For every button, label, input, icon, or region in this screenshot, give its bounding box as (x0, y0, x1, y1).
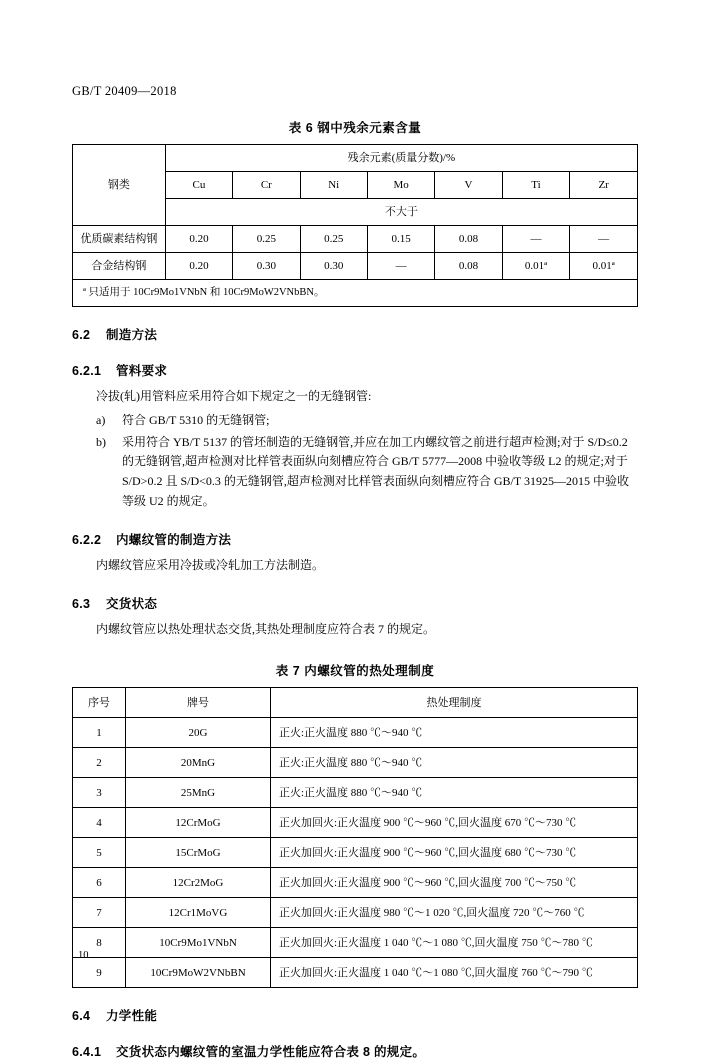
table-row (73, 928, 638, 958)
table7-row6-grade: 12Cr1MoVG (126, 898, 271, 928)
table7-col-treatment: 热处理制度 (271, 688, 638, 718)
table-row (73, 778, 638, 808)
table7-row2-treatment (271, 778, 638, 808)
table7-row2-treatment-text: 正火:正火温度 880 ℃～940 ℃ (279, 786, 423, 799)
table7-row4-grade: 15CrMoG (126, 838, 271, 868)
table6-col-cr: Cr (233, 172, 300, 199)
table6-row0-zr: — (570, 226, 638, 253)
table6-footnote: ª 只适用于 10Cr9Mo1VNbN 和 10Cr9MoW2VNbBN。 (73, 280, 638, 307)
table-row (73, 280, 638, 307)
list-item (72, 411, 638, 431)
table7-row4-treatment: 正火加回火:正火温度 900 ℃～960 ℃,回火温度 680 ℃～730 ℃ (271, 838, 638, 868)
table7-row7-grade: 10Cr9Mo1VNbN (126, 928, 271, 958)
table6-row1-v: 0.08 (435, 253, 502, 280)
table7-row8-treatment: 正火加回火:正火温度 1 040 ℃～1 080 ℃,回火温度 760 ℃～790 ℃ (271, 958, 638, 988)
table7-col-grade: 牌号 (126, 688, 271, 718)
table6-row0-cr: 0.25 (233, 226, 300, 253)
table6-row1-mo: — (367, 253, 434, 280)
table6-row0-mo: 0.15 (367, 226, 434, 253)
table6-row1-ni: 0.30 (300, 253, 367, 280)
table7-caption: 表 7 内螺纹管的热处理制度 (275, 664, 435, 679)
table-row (73, 748, 638, 778)
table6-caption: 表 6 钢中残余元素含量 (288, 121, 422, 135)
table6-row0-ti: — (502, 226, 570, 253)
list-item (72, 433, 638, 512)
table7-row2-no: 3 (73, 778, 126, 808)
table6-row1-zr: 0.01ª (570, 253, 638, 280)
section-number: 6.4.1 (72, 1045, 102, 1060)
table6-row1-ti: 0.01ª (502, 253, 570, 280)
section-number: 6.4 (72, 1009, 91, 1024)
section-title: 内螺纹管的制造方法 (116, 532, 232, 547)
section-heading-6-4-1 (72, 1042, 638, 1060)
table6-row0-v: 0.08 (435, 226, 502, 253)
section-title: 力学性能 (106, 1009, 158, 1024)
table6-row0-label: 优质碳素结构钢 (73, 226, 166, 253)
table6-col-ni: Ni (300, 172, 367, 199)
section-number: 6.2 (72, 328, 91, 342)
section-title: 交货状态 (106, 596, 158, 611)
table6-row1-cu: 0.20 (165, 253, 232, 280)
section-heading-6-2-1 (72, 361, 638, 379)
table-row (73, 808, 638, 838)
table6-group-header: 残余元素(质量分数)/% (165, 145, 637, 172)
table7-row1-treatment: 正火:正火温度 880 ℃～940 ℃ (271, 748, 638, 778)
table7-row1-no: 2 (73, 748, 126, 778)
table6-row0-cu: 0.20 (165, 226, 232, 253)
table7-row4-no: 5 (73, 838, 126, 868)
table7-row2-grade: 25MnG (126, 778, 271, 808)
list-item-marker: a) (96, 412, 106, 427)
table7-row3-no: 4 (73, 808, 126, 838)
page-content (72, 118, 638, 1060)
table-heat-treatment (72, 687, 638, 988)
table7-col-no: 序号 (73, 688, 126, 718)
table7-row5-treatment: 正火加回火:正火温度 900 ℃～960 ℃,回火温度 700 ℃～750 ℃ (271, 868, 638, 898)
page-header-standard-code: GB/T 20409—2018 (72, 84, 177, 98)
table-row (73, 688, 638, 718)
table-residual-elements (72, 144, 638, 307)
table7-row6-treatment: 正火加回火:正火温度 980 ℃～1 020 ℃,回火温度 720 ℃～760 ℃ (271, 898, 638, 928)
table7-row0-treatment: 正火:正火温度 880 ℃～940 ℃ (271, 718, 638, 748)
table7-row7-treatment: 正火加回火:正火温度 1 040 ℃～1 080 ℃,回火温度 750 ℃～780 ℃ (271, 928, 638, 958)
table-row (73, 226, 638, 253)
table6-col-ti: Ti (502, 172, 570, 199)
table7-row8-no: 9 (73, 958, 126, 988)
table6-col-cu: Cu (165, 172, 232, 199)
section-number: 6.3 (72, 596, 91, 611)
paragraph-6-2-2: 内螺纹管应采用冷拔或冷轧加工方法制造。 (96, 557, 325, 572)
section-title: 制造方法 (106, 328, 158, 342)
section-heading-6-2 (72, 325, 638, 343)
list-item-text: 符合 GB/T 5310 的无缝钢管; (122, 412, 270, 427)
page-number: 10 (78, 950, 89, 961)
paragraph-6-3: 内螺纹管应以热处理状态交货,其热处理制度应符合表 7 的规定。 (96, 621, 436, 636)
table7-row3-treatment: 正火加回火:正火温度 900 ℃～960 ℃,回火温度 670 ℃～730 ℃ (271, 808, 638, 838)
section-number: 6.2.1 (72, 364, 102, 378)
table6-col-mo: Mo (367, 172, 434, 199)
table7-row0-grade: 20G (126, 718, 271, 748)
section-title: 管料要求 (116, 364, 168, 378)
table7-row3-grade: 12CrMoG (126, 808, 271, 838)
table-row (73, 868, 638, 898)
list-item-marker: b) (96, 434, 106, 449)
list-6-2-1 (72, 411, 638, 512)
table7-row8-grade: 10Cr9MoW2VNbBN (126, 958, 271, 988)
section-number: 6.2.2 (72, 532, 102, 547)
section-heading-6-3 (72, 594, 638, 612)
table7-row0-no: 1 (73, 718, 126, 748)
table7-row7-no: 8 (73, 928, 126, 958)
section-heading-6-4 (72, 1006, 638, 1024)
paragraph-6-2-1: 冷拔(轧)用管料应采用符合如下规定之一的无缝钢管: (96, 389, 372, 403)
table-row (73, 898, 638, 928)
table7-row1-grade: 20MnG (126, 748, 271, 778)
list-item-text: 采用符合 YB/T 5137 的管坯制造的无缝钢管,并应在加工内螺纹管之前进行超声检测;对于 S/D≤0.2 的无缝钢管,超声检测对比样管表面纵向刻槽应符合 GB/T 5777—2008 中验收等级 L2 的规定;对于 S/D>0.2 且 S/D<0.3 的无缝钢管,超声检测对比样管表面纵向刻槽应符合 GB/T 31925—2015 中验收等级 U2 的规定。 (122, 434, 630, 508)
table6-row-header: 钢类 (73, 145, 166, 226)
table-row (73, 838, 638, 868)
table-row (73, 253, 638, 280)
table6-row0-ni: 0.25 (300, 226, 367, 253)
section-title: 交货状态内螺纹管的室温力学性能应符合表 8 的规定。 (116, 1045, 426, 1060)
table-row (73, 145, 638, 172)
section-heading-6-2-2 (72, 530, 638, 548)
table6-col-zr: Zr (570, 172, 638, 199)
table7-row6-no: 7 (73, 898, 126, 928)
table6-limit-row: 不大于 (165, 199, 637, 226)
table-row (73, 958, 638, 988)
table-row (73, 718, 638, 748)
table6-row1-cr: 0.30 (233, 253, 300, 280)
table6-col-v: V (435, 172, 502, 199)
table7-row5-no: 6 (73, 868, 126, 898)
table6-row1-label: 合金结构钢 (73, 253, 166, 280)
table7-row5-grade: 12Cr2MoG (126, 868, 271, 898)
